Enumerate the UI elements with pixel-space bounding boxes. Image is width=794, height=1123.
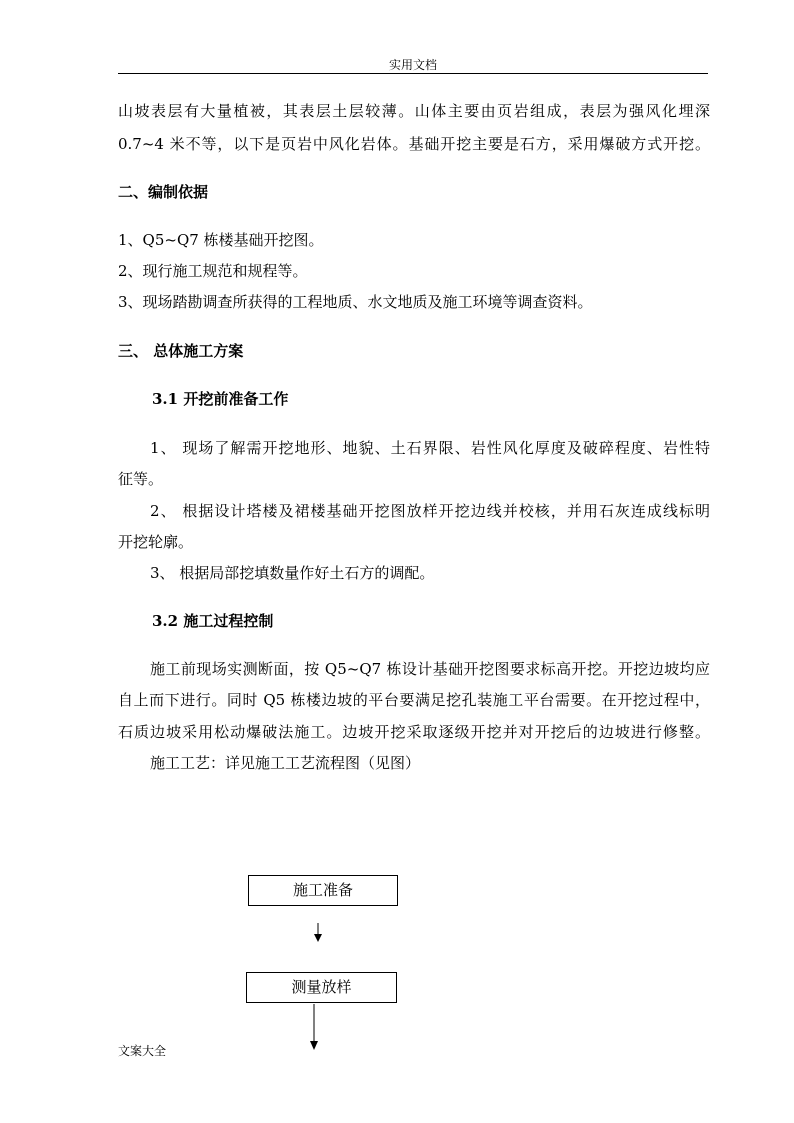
flow-arrow-2 <box>310 1004 318 1050</box>
sub1-item3: 3、 根据局部挖填数量作好土石方的调配。 <box>150 564 435 582</box>
section3-1-title: 3.1 开挖前准备工作 <box>152 390 289 408</box>
section2-item-2: 2、现行施工规范和规程等。 <box>118 262 308 280</box>
section3-title: 三、 总体施工方案 <box>118 342 244 360</box>
intro-line-2: 0.7~4 米不等，以下是页岩中风化岩体。基础开挖主要是石方，采用爆破方式开挖。 <box>118 135 710 153</box>
sub2-para-line3: 石质边坡采用松动爆破法施工。边坡开挖采取逐级开挖并对开挖后的边坡进行修整。 <box>118 723 710 741</box>
sub2-para-line2: 自上而下进行。同时 Q5 栋楼边坡的平台要满足挖孔装施工平台需要。在开挖过程中， <box>118 691 710 709</box>
sub1-item1-line1: 1、 现场了解需开挖地形、地貌、土石界限、岩性风化厚度及破碎程度、岩性特 <box>150 439 710 457</box>
intro-line-1: 山坡表层有大量植被，其表层土层较薄。山体主要由页岩组成，表层为强风化埋深 <box>118 102 710 120</box>
sub1-item2-line2: 开挖轮廓。 <box>118 533 194 551</box>
section2-title: 二、编制依据 <box>118 183 209 201</box>
flow-arrow-1 <box>314 923 322 942</box>
page-header: 实用文档 <box>388 58 437 72</box>
section2-item-3: 3、现场踏勘调查所获得的工程地质、水文地质及施工环境等调查资料。 <box>118 293 593 311</box>
flow-step-survey: 测量放样 <box>246 972 397 1003</box>
sub1-item1-line2: 征等。 <box>118 470 164 488</box>
sub1-item2-line1: 2、 根据设计塔楼及裙楼基础开挖图放样开挖边线并校核，并用石灰连成线标明 <box>150 502 710 520</box>
section2-item-1: 1、Q5~Q7 栋楼基础开挖图。 <box>118 231 324 249</box>
page-footer: 文案大全 <box>118 1044 167 1058</box>
sub2-process-line: 施工工艺：详见施工工艺流程图（见图） <box>150 754 421 772</box>
flow-step-prepare: 施工准备 <box>248 875 398 906</box>
sub2-para-line1: 施工前现场实测断面，按 Q5~Q7 栋设计基础开挖图要求标高开挖。开挖边坡均应 <box>150 660 710 678</box>
section3-2-title: 3.2 施工过程控制 <box>152 612 274 630</box>
